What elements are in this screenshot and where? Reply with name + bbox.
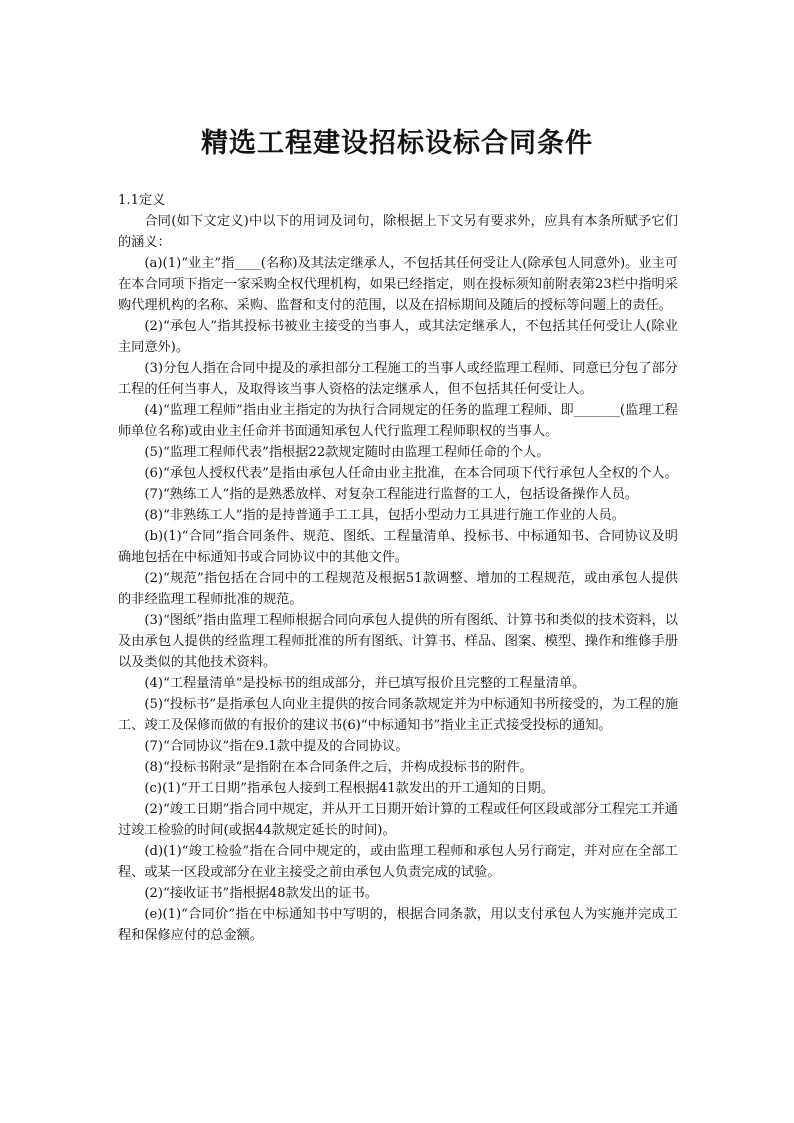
section-heading: 1.1定义 (118, 193, 166, 208)
document-body (118, 190, 678, 946)
paragraph: (2)“规范”指包括在合同中的工程规范及根据51款调整、增加的工程规范，或由承包人提供的非经监理工程师批准的规范。 (118, 571, 678, 607)
paragraph: (4)“工程量清单”是投标书的组成部分，并已填写报价且完整的工程量清单。 (144, 676, 586, 691)
paragraph: (4)“监理工程师”指由业主指定的为执行合同规定的任务的监理工程师、即_______(监理工程师单位名称)或由业主任命并书面通知承包人代行监理工程师职权的当事人。 (118, 403, 678, 439)
paragraph: 合同(如下文定义)中以下的用词及词句，除根据上下文另有要求外，应具有本条所赋予它们的涵义： (118, 214, 678, 250)
paragraph: (e)(1)“合同价”指在中标通知书中写明的，根据合同条款，用以支付承包人为实施并完成工程和保修应付的总金额。 (118, 907, 678, 943)
paragraph: (5)“投标书”是指承包人向业主提供的按合同条款规定并为中标通知书所接受的，为工程的施工、竣工及保修而做的有报价的建议书(6)“中标通知书”指业主正式接受投标的通知。 (118, 697, 678, 733)
paragraph: (c)(1)“开工日期”指承包人接到工程根据41款发出的开工通知的日期。 (144, 781, 554, 796)
paragraph: (b)(1)“合同”指合同条件、规范、图纸、工程量清单、投标书、中标通知书、合同协议及明确地包括在中标通知书或合同协议中的其他文件。 (118, 529, 678, 565)
paragraph: (6)“承包人授权代表”是指由承包人任命由业主批准，在本合同项下代行承包人全权的个人。 (144, 466, 678, 481)
paragraph: (8)“投标书附录”是指附在本合同条件之后，并构成投标书的附件。 (144, 760, 533, 775)
paragraph: (a)(1)“业主”指____(名称)及其法定继承人，不包括其任何受让人(除承包人同意外)。业主可在本合同项下指定一家采购全权代理机构，如果已经指定，则在投标须知前附表第23栏中指明采购代理机构的名称、采购、监督和支付的范围，以及在招标期间及随后的授标等问题上的责任。 (118, 256, 678, 313)
document-title: 精选工程建设招标设标合同条件 (201, 128, 593, 159)
paragraph: (7)“合同协议”指在9.1款中提及的合同协议。 (144, 739, 409, 754)
paragraph: (2)“承包人”指其投标书被业主接受的当事人，或其法定继承人，不包括其任何受让人(除业主同意外)。 (118, 319, 678, 355)
paragraph: (2)“竣工日期”指合同中规定，并从开工日期开始计算的工程或任何区段或部分工程完工并通过竣工检验的时间(或据44款规定延长的时间)。 (118, 802, 678, 838)
paragraph: (2)“接收证书”指根据48款发出的证书。 (144, 886, 378, 901)
paragraph: (d)(1)“竣工检验”指在合同中规定的，或由监理工程师和承包人另行商定，并对应在全部工程、或某一区段或部分在业主接受之前由承包人负责完成的试验。 (118, 844, 678, 880)
paragraph: (3)分包人指在合同中提及的承担部分工程施工的当事人或经监理工程师、同意已分包了部分工程的任何当事人，及取得该当事人资格的法定继承人，但不包括其任何受让人。 (118, 361, 678, 397)
paragraph: (5)“监理工程师代表”指根据22款规定随时由监理工程师任命的个人。 (144, 445, 550, 460)
paragraph: (7)“熟练工人”指的是熟悉放样、对复杂工程能进行监督的工人，包括设备操作人员。 (144, 487, 639, 502)
paragraph: (3)“图纸”指由监理工程师根据合同向承包人提供的所有图纸、计算书和类似的技术资料，以及由承包人提供的经监理工程师批准的所有图纸、计算书、样品、图案、模型、操作和维修手册以及类似的其他技术资料。 (118, 613, 678, 670)
paragraph: (8)“非熟练工人”指的是持普通手工工具，包括小型动力工具进行施工作业的人员。 (144, 508, 625, 523)
